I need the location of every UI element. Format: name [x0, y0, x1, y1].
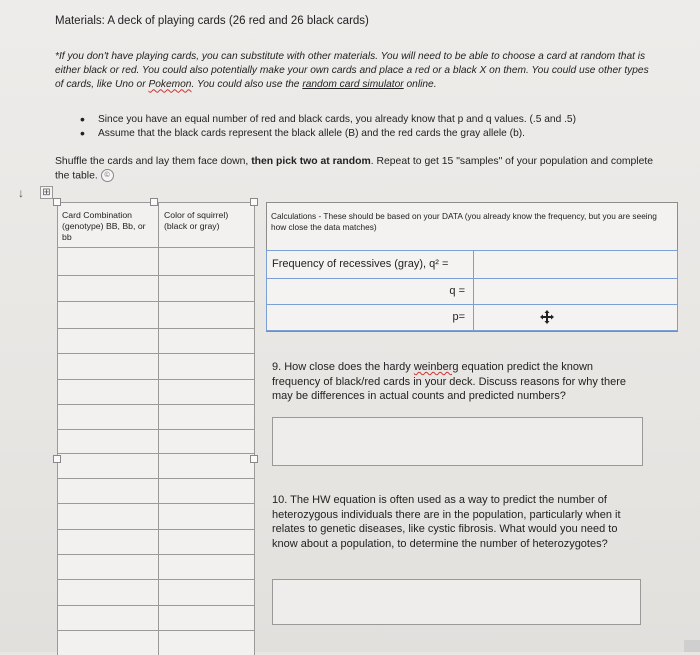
q-label-cell: [266, 278, 474, 305]
q-label: q =: [449, 285, 465, 297]
freq-label-cell: [266, 250, 474, 279]
resize-handle[interactable]: [150, 198, 158, 206]
scroll-corner: [684, 640, 700, 652]
random-card-simulator-link[interactable]: random card simulator: [302, 79, 404, 91]
question-9: [272, 360, 642, 404]
row-divider: [58, 554, 254, 555]
row-divider: [58, 429, 254, 430]
q9-text-2: equation predict the known frequency of black/red cards in your deck. Discuss reasons for why there may be differences in actual counts and predicted numbers?: [272, 361, 626, 402]
resize-handle[interactable]: [53, 455, 61, 463]
resize-handle[interactable]: [53, 198, 61, 206]
freq-recessives-label: Frequency of recessives (gray), q² =: [272, 258, 449, 270]
down-arrow-icon: ↓: [18, 186, 24, 200]
materials-line: [55, 15, 369, 27]
bullet-item: • Assume that the black cards represent the black allele (B) and the red cards the gray allele (b).: [80, 127, 576, 141]
table-move-icon[interactable]: ⊞: [40, 186, 53, 199]
calculations-header: Calculations - These should be based on your DATA (you already know the frequency, but you are seeing how close the data matches): [271, 211, 657, 232]
q9-text-1: 9. How close does the hardy: [272, 361, 414, 373]
instructions: [55, 155, 655, 183]
row-divider: [58, 275, 254, 276]
note-text-1: *If you don't have playing cards, you can substitute with other materials. You will need to be able to choose a card at random that is either black or red. You could also potentially make your own cards and place a red or a black X on them. You could use other types of cards, like Uno or: [55, 51, 649, 91]
note-text-3: online.: [403, 79, 437, 91]
instructions-bold: then pick two at random: [251, 156, 371, 167]
substitution-note: [55, 50, 655, 93]
question-10: 10. The HW equation is often used as a way to predict the number of heterozygous individuals there are in the population, particularly when it relates to genetic diseases, like cystic fibrosis. What would you need to know about a population, to determine the number of heterozygotes?: [272, 494, 621, 550]
row-divider: [58, 478, 254, 479]
row-divider: [58, 404, 254, 405]
col-header-color: Color of squirrel) (black or gray): [164, 210, 229, 231]
instructions-text-2: . Repeat to get 15 "samples" of your population and complete the table.: [55, 156, 654, 182]
materials-label: Materials:: [55, 15, 105, 27]
row-divider: [58, 503, 254, 504]
row-divider: [58, 247, 254, 248]
q9-weinberg: weinberg: [413, 361, 459, 373]
p-value-input[interactable]: [473, 304, 678, 331]
resize-handle[interactable]: [250, 455, 258, 463]
q-value-input[interactable]: [473, 278, 678, 305]
instructions-text-1: Shuffle the cards and lay them face down,: [55, 156, 252, 167]
note-text-2: . You could also use the: [191, 79, 303, 91]
q10-answer-box[interactable]: [272, 579, 641, 625]
p-label-cell: [266, 304, 474, 331]
bullet-item: • Since you have an equal number of red and black cards, you already know that p and q values. (.5 and .5): [80, 113, 576, 127]
row-divider: [58, 328, 254, 329]
freq-value-input[interactable]: [473, 250, 678, 279]
resize-handle[interactable]: [250, 198, 258, 206]
materials-text: A deck of playing cards (26 red and 26 black cards): [107, 15, 369, 27]
row-divider: [58, 379, 254, 380]
row-divider: [58, 301, 254, 302]
move-cursor-icon: [540, 310, 554, 324]
note-pokemon: Pokemon: [148, 79, 192, 91]
bullet-list: [80, 113, 576, 141]
row-divider: [58, 529, 254, 530]
row-divider: [58, 605, 254, 606]
row-divider: [58, 453, 254, 454]
row-divider: [58, 353, 254, 354]
row-divider: [58, 630, 254, 631]
col-header-genotype: Card Combination (genotype) BB, Bb, or bb: [62, 210, 146, 242]
row-divider: [58, 579, 254, 580]
p-label: p=: [452, 311, 465, 323]
q9-answer-box[interactable]: [272, 417, 643, 466]
comment-cursor-icon[interactable]: ©: [101, 169, 114, 182]
sample-table: [57, 202, 255, 655]
